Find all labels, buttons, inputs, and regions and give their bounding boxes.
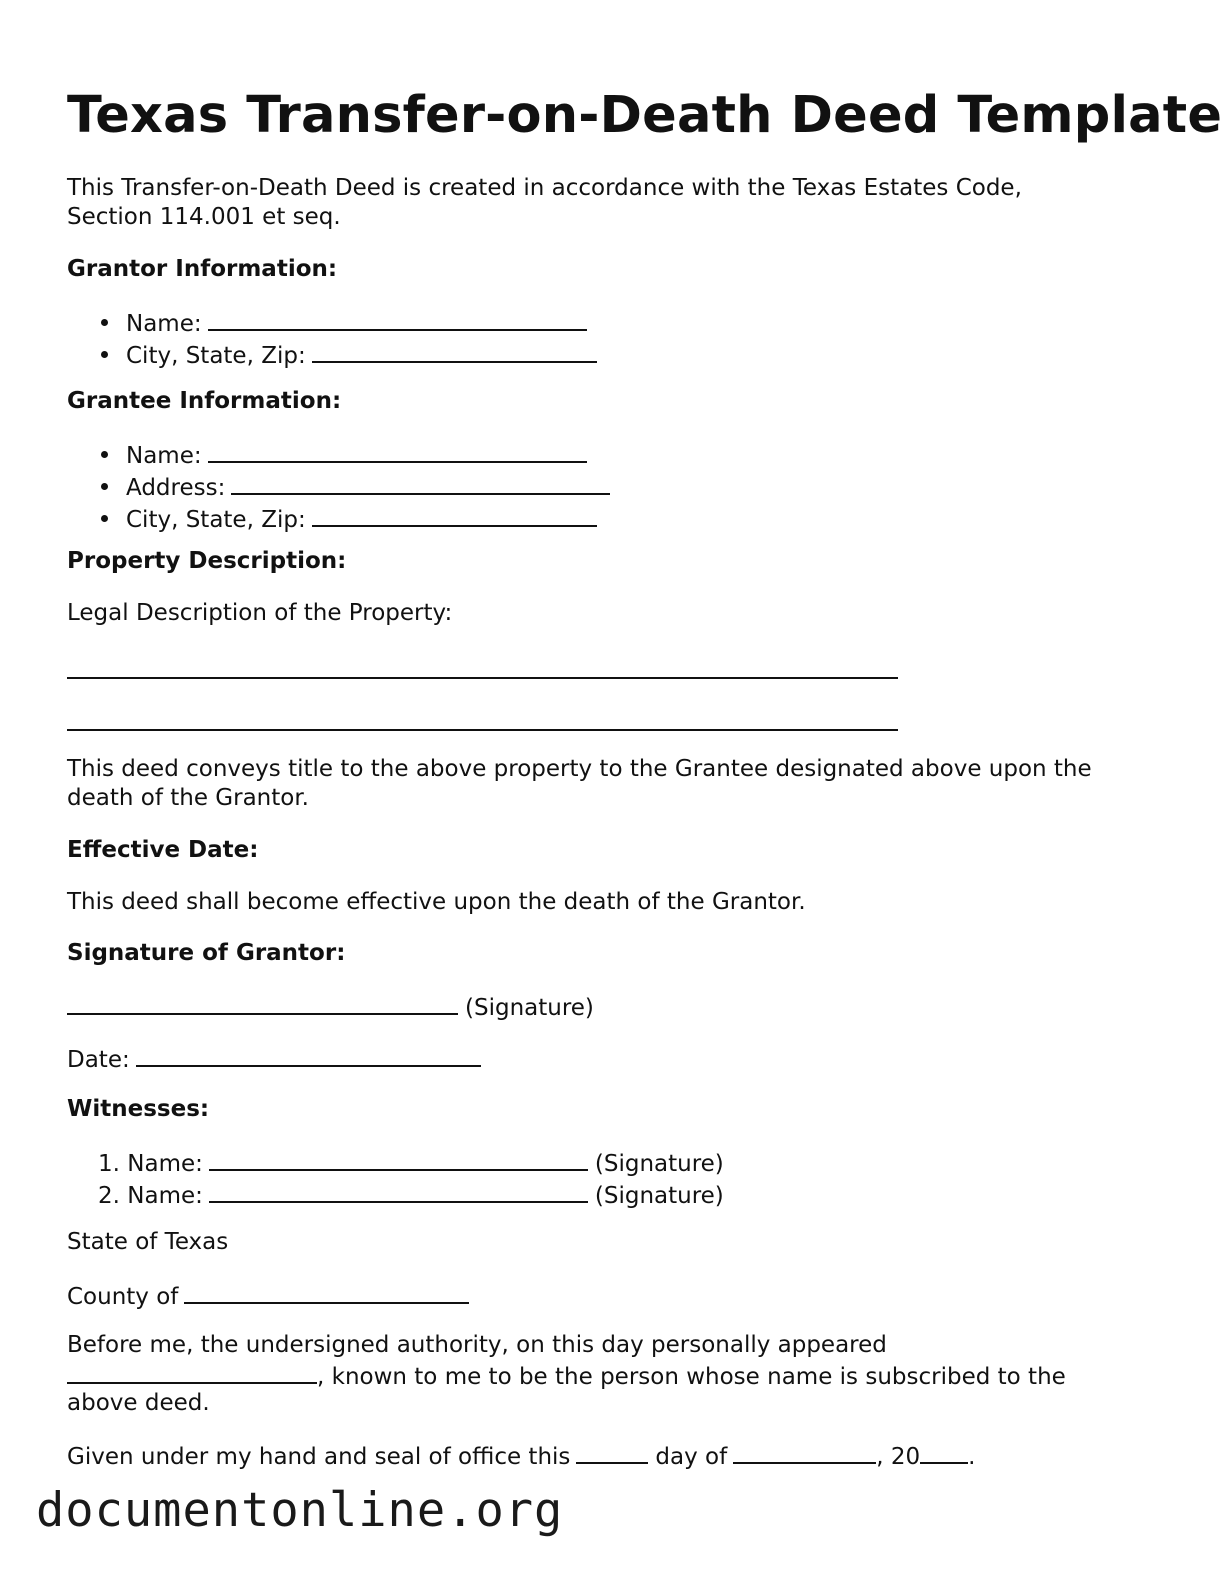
grantee-address-field[interactable]: Address:: [98, 471, 610, 503]
grantee-name-field[interactable]: Name:: [98, 439, 610, 471]
given-day-blank[interactable]: [576, 1440, 648, 1464]
grantor-date-blank[interactable]: [136, 1043, 481, 1067]
notary-appeared-line-1: Before me, the undersigned authority, on this day personally appeared: [67, 1332, 887, 1358]
grantor-name-field[interactable]: Name:: [98, 307, 597, 339]
signature-heading: Signature of Grantor:: [67, 940, 346, 966]
given-year-blank[interactable]: [920, 1440, 968, 1464]
grantor-signature-line: (Signature): [67, 991, 594, 1023]
intro-line-2: Section 114.001 et seq.: [67, 204, 341, 230]
witness-2-blank[interactable]: [209, 1179, 588, 1203]
property-description-line-2[interactable]: [67, 729, 898, 731]
grantor-signature-blank[interactable]: [67, 991, 458, 1015]
grantor-city-field[interactable]: City, State, Zip:: [98, 339, 597, 371]
property-heading: Property Description:: [67, 548, 347, 574]
intro-line-1: This Transfer-on-Death Deed is created in accordance with the Texas Estates Code,: [67, 175, 1022, 201]
effective-heading: Effective Date:: [67, 837, 259, 863]
grantor-date-line: Date:: [67, 1043, 481, 1075]
grantor-heading: Grantor Information:: [67, 256, 338, 282]
witnesses-heading: Witnesses:: [67, 1096, 210, 1122]
effective-text: This deed shall become effective upon the death of the Grantor.: [67, 889, 806, 915]
grantee-name-blank[interactable]: [208, 439, 587, 463]
witness-item[interactable]: 1. Name: (Signature): [98, 1147, 724, 1179]
grantor-fields: [98, 307, 597, 371]
given-month-blank[interactable]: [733, 1440, 876, 1464]
notary-appeared-line-3: above deed.: [67, 1390, 210, 1416]
grantor-name-blank[interactable]: [208, 307, 587, 331]
document-title: Texas Transfer-on-Death Deed Template: [67, 86, 1223, 145]
property-label: Legal Description of the Property:: [67, 600, 453, 626]
grantee-city-blank[interactable]: [312, 503, 597, 527]
witness-1-blank[interactable]: [209, 1147, 588, 1171]
witness-list: [98, 1147, 724, 1211]
grantee-heading: Grantee Information:: [67, 388, 342, 414]
county-blank[interactable]: [184, 1280, 469, 1304]
notary-given-line: Given under my hand and seal of office this day of , 20 .: [67, 1440, 975, 1472]
conveyance-line-2: death of the Grantor.: [67, 785, 309, 811]
conveyance-line-1: This deed conveys title to the above property to the Grantee designated above upon the: [67, 756, 1092, 782]
witness-item[interactable]: 2. Name: (Signature): [98, 1179, 724, 1211]
notary-county-line: County of: [67, 1280, 469, 1312]
grantee-city-field[interactable]: City, State, Zip:: [98, 503, 610, 535]
grantee-address-blank[interactable]: [231, 471, 610, 495]
property-description-line-1[interactable]: [67, 677, 898, 679]
notary-state: State of Texas: [67, 1229, 229, 1255]
appeared-name-blank[interactable]: [67, 1360, 317, 1384]
watermark-logo: documentonline.org: [36, 1483, 564, 1538]
grantee-fields: [98, 439, 610, 535]
notary-appeared-line-2: , known to me to be the person whose name is subscribed to the: [67, 1360, 1066, 1392]
grantor-city-blank[interactable]: [312, 339, 597, 363]
